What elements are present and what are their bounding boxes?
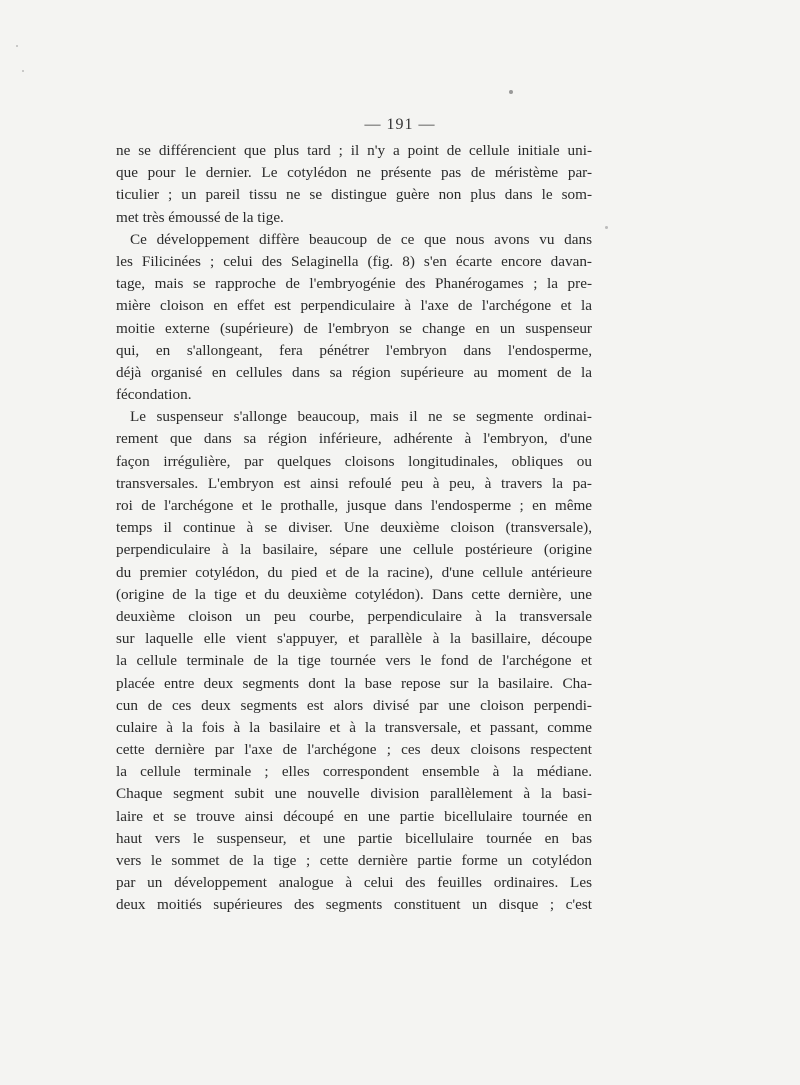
ink-speck xyxy=(509,90,513,94)
ink-speck xyxy=(605,226,608,229)
text-line: cun de ces deux segments est alors divisé par une cloison perpendi- xyxy=(116,696,592,714)
text-line: culaire à la fois à la basilaire et à la transversale, et passant, comme xyxy=(116,718,592,736)
text-line: la cellule terminale de la tige tournée vers le fond de l'archégone et xyxy=(116,652,592,670)
page-number: — 191 — xyxy=(364,116,436,133)
text-line: Ce développement diffère beaucoup de ce que nous avons vu dans xyxy=(130,230,592,248)
text-line: la cellule terminale ; elles correspondent ensemble à la médiane. xyxy=(116,763,592,781)
body-text xyxy=(116,140,592,917)
text-line: roi de l'archégone et le prothalle, jusque dans l'endosperme ; en même xyxy=(116,497,592,514)
text-line: que pour le dernier. Le cotylédon ne présente pas de méristème par- xyxy=(116,164,592,182)
ink-speck xyxy=(22,70,24,72)
text-line: ticulier ; un pareil tissu ne se distingue guère non plus dans le som- xyxy=(116,186,592,204)
text-line: deux moitiés supérieures des segments constituent un disque ; c'est xyxy=(116,896,592,914)
text-line: deuxième cloison un peu courbe, perpendiculaire à la transversale xyxy=(116,607,592,625)
text-line: cette dernière par l'axe de l'archégone ; ces deux cloisons respectent xyxy=(116,741,592,759)
text-line: moitie externe (supérieure) de l'embryon se change en un suspenseur xyxy=(116,319,592,337)
text-line: placée entre deux segments dont la base repose sur la basilaire. Cha- xyxy=(116,674,592,692)
text-line: rement que dans sa région inférieure, adhérente à l'embryon, d'une xyxy=(116,430,592,448)
text-line: qui, en s'allongeant, fera pénétrer l'embryon dans l'endosperme, xyxy=(116,341,592,359)
text-line: tage, mais se rapproche de l'embryogénie des Phanérogames ; la pre- xyxy=(116,275,592,293)
text-line: du premier cotylédon, du pied et de la racine), d'une cellule antérieure xyxy=(116,563,592,581)
text-line: perpendiculaire à la basilaire, sépare une cellule postérieure (origine xyxy=(116,541,592,559)
text-line: (origine de la tige et du deuxième cotylédon). Dans cette dernière, une xyxy=(116,585,592,603)
text-line: fécondation. xyxy=(116,386,192,404)
text-line: laire et se trouve ainsi découpé en une partie bicellulaire tournée en xyxy=(116,807,592,825)
text-line: par un développement analogue à celui des feuilles ordinaires. Les xyxy=(116,874,592,892)
text-line: sur laquelle elle vient s'appuyer, et parallèle à la basillaire, découpe xyxy=(116,630,592,648)
text-line: transversales. L'embryon est ainsi refoulé peu à peu, à travers la pa- xyxy=(116,474,592,492)
text-line: façon irrégulière, par quelques cloisons longitudinales, obliques ou xyxy=(116,452,592,470)
text-line: met très émoussé de la tige. xyxy=(116,208,284,226)
text-line: temps il continue à se diviser. Une deuxième cloison (transversale), xyxy=(116,519,592,537)
text-line: les Filicinées ; celui des Selaginella (fig. 8) s'en écarte encore davan- xyxy=(116,252,592,270)
text-line: Chaque segment subit une nouvelle division parallèlement à la basi- xyxy=(116,785,592,803)
text-line: haut vers le suspenseur, et une partie bicellulaire tournée en bas xyxy=(116,829,592,847)
text-line: vers le sommet de la tige ; cette dernière partie forme un cotylédon xyxy=(116,852,592,869)
text-line: déjà organisé en cellules dans sa région supérieure au moment de la xyxy=(116,363,592,381)
text-line: ne se différencient que plus tard ; il n'y a point de cellule initiale uni- xyxy=(116,142,592,159)
ink-speck xyxy=(16,45,18,47)
text-line: Le suspenseur s'allonge beaucoup, mais il ne se segmente ordinai- xyxy=(130,408,592,426)
text-line: mière cloison en effet est perpendiculaire à l'axe de l'archégone et la xyxy=(116,297,592,315)
